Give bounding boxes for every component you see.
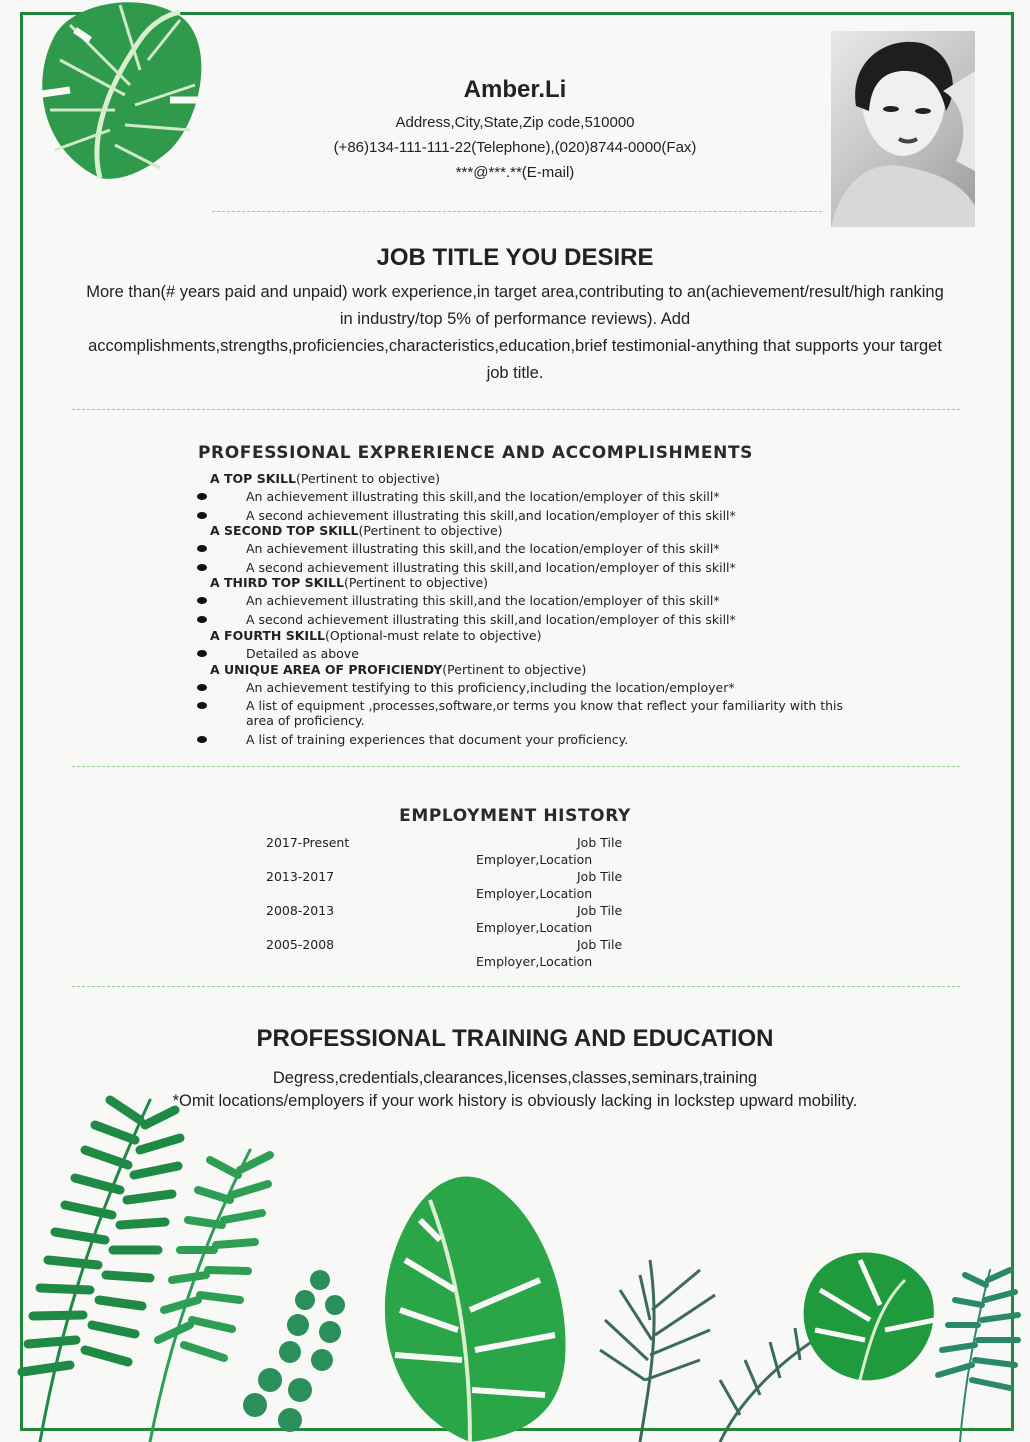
employment-years: 2013-2017 [266,869,335,884]
education-note: *Omit locations/employers if your work history is obviously lacking in lockstep upward mobility. [172,1092,858,1110]
phone-line: (+86)134-111-111-22(Telephone),(020)8744-0000(Fax) [333,139,697,156]
skill-bullet: A second achievement illustrating this skill,and location/employer of this skill* [246,508,736,523]
employment-heading: EMPLOYMENT HISTORY [399,806,631,826]
skill-bullet: An achievement testifying to this proficiency,including the location/employer* [246,680,735,695]
address-line: Address,City,State,Zip code,510000 [395,114,635,131]
employment-job-title: Job Tile [577,835,623,850]
employment-employer: Employer,Location [476,852,593,867]
employment-years: 2005-2008 [266,937,335,952]
employment-employer: Employer,Location [476,920,593,935]
summary-line: More than(# years paid and unpaid) work experience,in target area,contributing to an(achievement/result/high ranking [86,283,944,301]
bullet-icon [197,736,207,743]
employment-job-title: Job Tile [577,937,623,952]
skill-title: A UNIQUE AREA OF PROFICIENDY(Pertinent to objective) [210,662,587,677]
skill-bullet: A second achievement illustrating this skill,and location/employer of this skill* [246,612,736,627]
foliage-illustration [0,1080,1030,1442]
education-heading: PROFESSIONAL TRAINING AND EDUCATION [256,1025,774,1052]
bullet-icon [197,597,207,604]
skill-bullet: An achievement illustrating this skill,and the location/employer of this skill* [246,541,720,556]
bullet-icon [197,564,207,571]
bullet-icon [197,702,207,709]
employment-job-title: Job Tile [577,869,623,884]
skill-bullet: Detailed as above [246,646,359,661]
skill-bullet: A list of training experiences that document your proficiency. [246,732,629,747]
skill-title: A THIRD TOP SKILL(Pertinent to objective) [210,575,489,590]
email-line: ***@***.**(E-mail) [455,164,575,181]
skill-bullet: An achievement illustrating this skill,and the location/employer of this skill* [246,593,720,608]
education-line: Degress,credentials,clearances,licenses,classes,seminars,training [272,1069,758,1087]
bullet-icon [197,493,207,500]
skill-title: A TOP SKILL(Pertinent to objective) [210,471,441,486]
bullet-icon [197,684,207,691]
bullet-icon [197,650,207,657]
employment-job-title: Job Tile [577,903,623,918]
employment-employer: Employer,Location [476,954,593,969]
divider [72,409,960,410]
divider [72,766,960,767]
employment-years: 2017-Present [266,835,350,850]
employment-years: 2008-2013 [266,903,335,918]
summary-line: in industry/top 5% of performance reviews). Add [339,310,691,328]
divider [212,211,822,212]
divider [72,986,960,987]
profile-photo [831,31,975,227]
bullet-icon [197,545,207,552]
summary-line: job title. [486,364,544,382]
skill-title: A FOURTH SKILL(Optional-must relate to objective) [210,628,542,643]
bullet-icon [197,512,207,519]
experience-heading: PROFESSIONAL EXPRERIENCE AND ACCOMPLISHMENTS [198,443,753,463]
skill-bullet: A list of equipment ,processes,software,or terms you know that reflect your familiarity with this area of proficiency. [246,698,844,728]
objective-heading: JOB TITLE YOU DESIRE [376,244,654,271]
skill-title: A SECOND TOP SKILL(Pertinent to objective) [210,523,503,538]
employment-employer: Employer,Location [476,886,593,901]
objective-summary [50,279,980,387]
skill-bullet: A second achievement illustrating this skill,and location/employer of this skill* [246,560,736,575]
bullet-icon [197,616,207,623]
skill-bullet: An achievement illustrating this skill,and the location/employer of this skill* [246,489,720,504]
candidate-name: Amber.Li [463,76,567,103]
summary-line: accomplishments,strengths,proficiencies,characteristics,education,brief testimonial-anything that supports your target [88,337,942,355]
